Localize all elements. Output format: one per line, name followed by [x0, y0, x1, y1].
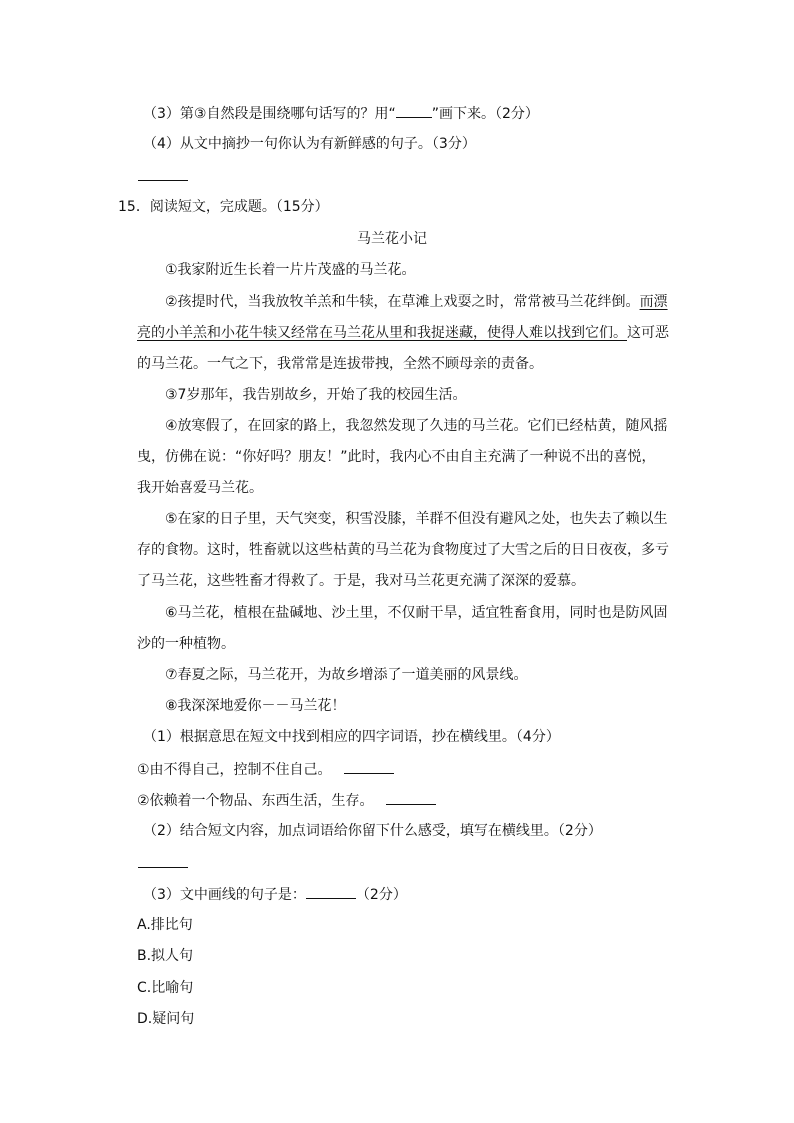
sub3-tail: （2分）	[355, 887, 407, 903]
paragraph-5-line-1: ⑤在家的日子里，天气突变，积雪没膝，羊群不但没有避风之处，也失去了赖以生	[165, 511, 668, 527]
q14-sub3-blank[interactable]	[396, 103, 432, 118]
paragraph-2-line-2	[137, 323, 669, 343]
q15-sub2: （2）结合短文内容，加点词语给你留下什么感受，填写在横线里。（2分）	[143, 823, 602, 839]
p2-underlined-sentence: 亮的小羊羔和小花牛犊又经常在马兰花从里和我捉迷藏，使得人难以找到它们。	[137, 325, 627, 341]
paragraph-1: ①我家附近生长着一片片茂盛的马兰花。	[165, 262, 416, 278]
paragraph-6-line-2: 沙的一种植物。	[137, 636, 235, 652]
sub3-blank[interactable]	[306, 884, 356, 899]
paragraph-4-line-1: ④放寒假了，在回家的路上，我忽然发现了久违的马兰花。它们已经枯黄，随风摇	[165, 418, 668, 434]
option-b[interactable]: B.拟人句	[137, 948, 194, 964]
q14-sub3-text: （3）第③自然段是围绕哪句话写的？用“	[143, 106, 396, 122]
q15-sub1-a	[137, 759, 394, 779]
paragraph-4-line-2: 曳，仿佛在说：“你好吗？朋友！”此时，我内心不由自主充满了一种说不出的喜悦，	[137, 449, 656, 465]
sub1-b-text: ②依赖着一个物品、东西生活，生存。	[137, 793, 374, 809]
paragraph-5-line-2: 存的食物。这时，牲畜就以这些枯黄的马兰花为食物度过了大雪之后的日日夜夜，多亏	[137, 542, 669, 558]
paragraph-6-line-1: ⑥马兰花，植根在盐碱地、沙土里，不仅耐干旱，适宜牲畜食用，同时也是防风固	[165, 605, 668, 621]
option-d[interactable]: D.疑问句	[137, 1011, 195, 1027]
option-a[interactable]: A.排比句	[137, 917, 193, 933]
q15-sub1-b	[137, 790, 436, 810]
sub1-a-text: ①由不得自己，控制不住自己。	[137, 762, 332, 778]
option-c[interactable]: C.比喻句	[137, 980, 194, 996]
paragraph-3: ③7岁那年，我告别故乡，开始了我的校园生活。	[165, 387, 467, 403]
paragraph-8: ⑧我深深地爱你－－马兰花！	[165, 698, 346, 714]
q14-sub4-answer-line[interactable]	[138, 166, 188, 186]
passage-title: 马兰花小记	[357, 231, 427, 247]
p2-text: ②孩提时代，当我放牧羊羔和牛犊，在草滩上戏耍之时，常常被马兰花绊倒。	[165, 294, 640, 310]
q14-sub3-tail: ”画下来。（2分）	[431, 106, 539, 122]
paragraph-2-line-3: 的马兰花。一气之下，我常常是连拔带拽，全然不顾母亲的责备。	[137, 356, 543, 372]
paragraph-4-line-3: 我开始喜爱马兰花。	[137, 480, 263, 496]
q15-sub3	[143, 884, 407, 904]
sub1-a-blank[interactable]	[344, 759, 394, 774]
paragraph-7: ⑦春夏之际，马兰花开，为故乡增添了一道美丽的风景线。	[165, 667, 528, 683]
sub3-text: （3）文中画线的句子是：	[143, 887, 306, 903]
q14-sub4: （4）从文中摘抄一句你认为有新鲜感的句子。（3分）	[143, 136, 476, 152]
q15-sub2-answer-line[interactable]	[138, 853, 188, 873]
p2-text-2: 这可恶	[627, 325, 669, 341]
sub1-b-blank[interactable]	[386, 790, 436, 805]
paragraph-5-line-3: 了马兰花，这些牲畜才得救了。于是，我对马兰花更充满了深深的爱慕。	[137, 573, 585, 589]
q15-sub1: （1）根据意思在短文中找到相应的四字词语，抄在横线里。（4分）	[143, 729, 560, 745]
q15-header: 15．阅读短文，完成题。（15分）	[118, 199, 329, 215]
q14-sub3	[143, 103, 539, 123]
paragraph-2-line-1	[165, 292, 668, 312]
p2-underlined-start: 而漂	[639, 294, 668, 310]
